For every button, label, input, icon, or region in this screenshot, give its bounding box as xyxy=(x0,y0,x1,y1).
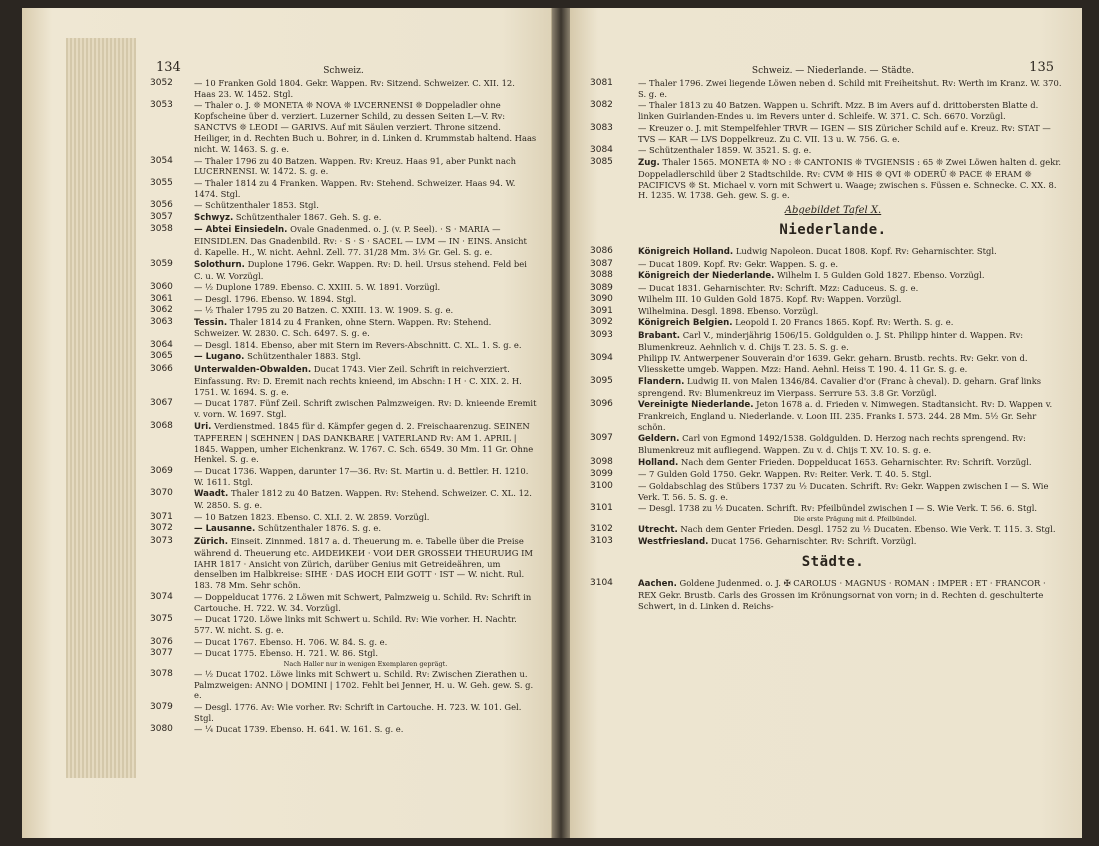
entry-number: 3055 xyxy=(150,177,173,188)
catalog-entry xyxy=(590,294,1066,305)
catalog-entry xyxy=(590,258,1066,270)
entry-number: 3095 xyxy=(590,375,613,386)
entry-heading: Königreich Holland. xyxy=(638,247,734,258)
entry-number: 3080 xyxy=(150,724,173,735)
entry-text: Einseit. Zinnmed. 1817 a. d. Theuerung m. e. Tabelle über die Preise während d. Theuerung etc. AИDEИKEИ · VOИ DER GROSSEИ THEURUИG IM IAHR 1817 · Ansicht von Zürich, darüber Genius mit Getreideähren, um denselben im Halbkreise: SIHE · DAS ИOCH EIИ GOTT · IST — W. nicht. Rul. 183. 78 Mm. Sehr schön. xyxy=(194,535,533,591)
entry-text: — Desgl. 1776. Av: Wie vorher. Rv: Schrift in Cartouche. H. 723. W. 101. Gel. Stgl. xyxy=(194,701,522,723)
entry-number: 3088 xyxy=(590,270,613,281)
entry-heading: Westfriesland. xyxy=(638,537,709,548)
right-catalog-entries-staedte xyxy=(590,578,1066,612)
left-running-head: Schweiz. xyxy=(323,66,364,76)
catalog-entry xyxy=(150,592,537,614)
entry-heading: Königreich Belgien. xyxy=(638,318,733,329)
entry-text: — Doppelducat 1776. 2 Löwen mit Schwert, Palmzweig u. Schild. Rv: Schrift in Cartouche. H. 722. W. 34. Vorzügl. xyxy=(194,591,532,613)
entry-number: 3089 xyxy=(590,282,613,293)
entry-text: — Ducat 1736. Wappen, darunter 17—36. Rv: St. Martin u. d. Bettler. H. 1210. W. 1611. Stgl. xyxy=(194,465,529,487)
catalog-entry xyxy=(150,340,537,351)
entry-number: 3064 xyxy=(150,339,173,350)
section-heading-staedte: Städte. xyxy=(801,554,865,571)
entry-number: 3073 xyxy=(150,535,173,546)
entry-text: Ovale Gnadenmed. o. J. (v. P. Seel). · S · MARIA — EINSIDLEN. Das Gnadenbild. Rv: · S · S · SACEL — LVM — IN · EINS. Ansicht d. Kapelle. H., W. nicht. Aehnl. Zell. 77. 31/28 Mm. 3½ Gr. Gel. S. g. e. xyxy=(194,224,527,258)
entry-number: 3093 xyxy=(590,329,613,340)
entry-heading: Solothurn. xyxy=(194,259,245,270)
catalog-entry xyxy=(150,466,537,488)
entry-number: 3059 xyxy=(150,258,173,269)
entry-text: — Thaler 1796 zu 40 Batzen. Wappen. Rv: Kreuz. Haas 91, aber Punkt nach LUCERNENSI. W. 1472. S. g. e. xyxy=(194,155,517,177)
entry-number: 3092 xyxy=(590,317,613,328)
entry-number: 3102 xyxy=(590,523,613,534)
entry-heading: Brabant. xyxy=(638,330,681,341)
catalog-entry xyxy=(150,78,537,100)
catalog-entry xyxy=(150,156,537,178)
catalog-entry xyxy=(590,145,1066,156)
entry-heading: Waadt. xyxy=(194,489,229,500)
catalog-entry xyxy=(590,78,1066,100)
entry-number: 3056 xyxy=(150,200,173,211)
entry-heading: Zürich. xyxy=(194,536,229,547)
catalog-entry xyxy=(150,398,537,420)
entry-number: 3062 xyxy=(150,305,173,316)
catalog-entry xyxy=(590,433,1066,456)
entry-number: 3061 xyxy=(150,293,173,304)
entry-number: 3074 xyxy=(150,591,173,602)
entry-heading: Schwyz. xyxy=(194,212,234,223)
entry-text: Schützenthaler 1867. Geh. S. g. e. xyxy=(235,211,382,222)
entry-text: — Desgl. 1738 zu ½ Ducaten. Schrift. Rv: Pfeilbündel zwischen I — S. Wie Verk. T. 56. 6. Stgl. xyxy=(638,503,1038,514)
catalog-entry xyxy=(150,648,537,659)
entry-text: — ½ Thaler 1795 zu 20 Batzen. C. XXIII. 13. W. 1909. S. g. e. xyxy=(194,305,454,316)
entry-number: 3082 xyxy=(590,100,613,111)
catalog-footnote: Die erste Prägung mit d. Pfeilbündel. xyxy=(793,514,917,523)
entry-number: 3069 xyxy=(150,465,173,476)
entry-heading: Geldern. xyxy=(638,434,680,445)
entry-number: 3094 xyxy=(590,353,613,364)
catalog-entry xyxy=(590,536,1066,548)
left-page xyxy=(22,8,552,838)
catalog-entry xyxy=(590,578,1066,612)
catalog-entry xyxy=(150,212,537,224)
entry-text: Verdienstmed. 1845 für d. Kämpfer gegen d. 2. Freischaarenzug. SEINEN TAPFEREN | SŒHNEN | DAS DANKBARE | VATERLAND Rv: AM 1. APRIL | 1845. Wappen, umher Eichenkranz. W. 1767. C. Sch. 6549. 30 Mm. 11 Gr. Ohne Henkel. S. g. e. xyxy=(194,420,534,465)
entry-text: — ¼ Ducat 1739. Ebenso. H. 641. W. 161. S. g. e. xyxy=(194,724,404,735)
catalog-entry xyxy=(590,246,1066,258)
entry-number: 3075 xyxy=(150,614,173,625)
entry-number: 3097 xyxy=(590,433,613,444)
entry-text: — Ducat 1720. Löwe links mit Schwert u. Schild. Rv: Wie vorher. H. Nachtr. 577. W. nicht. S. g. e. xyxy=(194,614,517,636)
entry-heading: Vereinigte Niederlande. xyxy=(638,400,754,411)
entry-heading: Utrecht. xyxy=(638,524,678,535)
entry-number: 3104 xyxy=(590,578,613,589)
catalog-entry xyxy=(150,317,537,340)
entry-number: 3084 xyxy=(590,145,613,156)
catalog-entry xyxy=(590,122,1066,145)
catalog-entry xyxy=(590,456,1066,469)
entry-text: — ½ Duplone 1789. Ebenso. C. XXIII. 5. W. 1891. Vorzügl. xyxy=(194,282,441,293)
section-heading-niederlande: Niederlande. xyxy=(779,222,887,239)
catalog-entry xyxy=(590,282,1066,294)
entry-heading: Königreich der Niederlande. xyxy=(638,271,775,282)
entry-text: — Thaler 1813 zu 40 Batzen. Wappen u. Schrift. Mzz. B im Avers auf d. drittobersten Blatte d. linken Guirlanden-Endes u. im Revers unter d. Schleife. W. 371. C. Sch. 6670. Vorzügl. xyxy=(638,100,1039,122)
entry-text: Jeton 1678 a. d. Frieden v. Nimwegen. Stadtansicht. Rv: D. Wappen v. Frankreich, England u. Niederlande. v. Loon III. 235. Franks I. 573. 244. 28 Mm. 5½ Gr. Sehr schön. xyxy=(638,399,1053,432)
catalog-entry xyxy=(590,329,1066,353)
entry-text: Leopold I. 20 Francs 1865. Kopf. Rv: Werth. S. g. e. xyxy=(735,317,954,328)
entry-text: — Ducat 1809. Kopf. Rv: Gekr. Wappen. S. g. e. xyxy=(638,258,839,269)
entry-text: — Thaler 1814 zu 4 Franken. Wappen. Rv: Stehend. Schweizer. Haas 94. W. 1474. Stgl. xyxy=(194,177,516,199)
catalog-entry xyxy=(150,200,537,211)
entry-number: 3076 xyxy=(150,636,173,647)
entry-number: 3070 xyxy=(150,488,173,499)
entry-number: 3071 xyxy=(150,511,173,522)
entry-number: 3101 xyxy=(590,503,613,514)
entry-number: 3091 xyxy=(590,305,613,316)
entry-number: 3103 xyxy=(590,536,613,547)
catalog-entry xyxy=(150,224,537,258)
entry-number: 3072 xyxy=(150,523,173,534)
entry-heading: — Lugano. xyxy=(194,352,245,363)
catalog-entry xyxy=(590,353,1066,375)
entry-text: — Ducat 1775. Ebenso. H. 721. W. 86. Stgl. xyxy=(194,648,379,659)
catalog-entry xyxy=(150,351,537,363)
book-gutter xyxy=(552,8,570,838)
right-catalog-entries-niederlande xyxy=(590,246,1066,548)
entry-number: 3079 xyxy=(150,701,173,712)
entry-text: Schützenthaler 1876. S. g. e. xyxy=(257,523,382,534)
right-page xyxy=(570,8,1082,838)
entry-heading: Flandern. xyxy=(638,376,685,387)
entry-number: 3090 xyxy=(590,294,613,305)
entry-number: 3057 xyxy=(150,211,173,222)
entry-heading: Holland. xyxy=(638,457,679,468)
catalog-entry xyxy=(590,523,1066,536)
entry-number: 3066 xyxy=(150,363,173,374)
entry-text: — Kreuzer o. J. mit Stempelfehler TRVR — IGEN — SIS Züricher Schild auf e. Kreuz. Rv: STAT — TVS — KAR — LVS Doppelkreuz. Zu C. VII. 13 u. W. 756. G. e. xyxy=(638,122,1051,144)
entry-number: 3065 xyxy=(150,351,173,362)
entry-heading: — Lausanne. xyxy=(194,524,256,535)
catalog-entry xyxy=(590,305,1066,317)
entry-heading: Aachen. xyxy=(638,579,677,590)
entry-text: Goldene Judenmed. o. J. ✠ CAROLUS · MAGNUS · ROMAN : IMPER : ET · FRANCOR · REX Gekr. Brustb. Carls des Grossen im Krönungsornat von vorn; in d. Rechten d. geschulterte Schwert, in d. Linken d. Reichs- xyxy=(638,578,1046,611)
entry-number: 3086 xyxy=(590,246,613,257)
catalog-entry xyxy=(150,536,537,592)
entry-number: 3077 xyxy=(150,648,173,659)
entry-text: Nach dem Genter Frieden. Desgl. 1752 zu ½ Ducaten. Ebenso. Wie Verk. T. 115. 3. Stgl. xyxy=(680,523,1056,534)
entry-number: 3067 xyxy=(150,398,173,409)
page-edge-stack xyxy=(66,38,136,778)
entry-text: Wilhelm III. 10 Gulden Gold 1875. Kopf. Rv: Wappen. Vorzügl. xyxy=(638,294,902,305)
entry-heading: Zug. xyxy=(638,157,660,168)
catalog-entry xyxy=(590,503,1066,514)
catalog-entry xyxy=(150,523,537,535)
catalog-entry xyxy=(150,637,537,648)
entry-heading: Uri. xyxy=(194,421,212,432)
entry-text: Nach dem Genter Frieden. Doppelducat 1653. Geharnischter. Rv: Schrift. Vorzügl. xyxy=(681,456,1032,467)
entry-number: 3053 xyxy=(150,100,173,111)
entry-text: Thaler 1565. MONETA ❊ NO : ❊ CANTONIS ❊ TVGIENSIS : 65 ❊ Zwei Löwen halten d. gekr. Doppeladlerschild über 2 Stadtschilde. Rv: CVM ❊ HIS ❊ QVI ❊ ODERŪ ❊ PACE ❊ ERAM ❊ PACIFICVS ❊ St. Michael v. vorn mit Schwert u. Waage; zwischen s. Füssen e. Schnecke. C. XX. 8. H. 1235. W. 1738. Geh. gew. S. g. e. xyxy=(638,156,1062,201)
right-catalog-entries-schweiz xyxy=(590,78,1066,201)
entry-text: Ducat 1743. Vier Zeil. Schrift in reichverziert. Einfassung. Rv: D. Eremit nach rechts knieend, im Abschn: I H · C. XIX. 2. H. 1751. W. 1694. S. g. e. xyxy=(194,363,522,397)
catalog-entry xyxy=(590,100,1066,122)
entry-text: Philipp IV. Antwerpener Souverain d'or 1639. Gekr. geharn. Brustb. rechts. Rv: Gekr. von d. Vliesskette umgeb. Wappen. Mzz: Hand. Aehnl. Heiss T. 190. 4. 11 Gr. S. g. e. xyxy=(638,353,1028,375)
entry-text: — Schützenthaler 1859. W. 3521. S. g. e. xyxy=(638,145,812,156)
entry-number: 3098 xyxy=(590,456,613,467)
catalog-footnote: Nach Haller nur in wenigen Exemplaren geprägt. xyxy=(283,659,448,668)
entry-text: — 7 Gulden Gold 1750. Gekr. Wappen. Rv: Reiter. Verk. T. 40. 5. Stgl. xyxy=(638,469,932,480)
entry-text: — Ducat 1767. Ebenso. H. 706. W. 84. S. g. e. xyxy=(194,636,388,647)
entry-text: — Goldabschlag des Stübers 1737 zu ½ Ducaten. Schrift. Rv: Gekr. Wappen zwischen I — S. Wie Verk. T. 56. 5. S. g. e. xyxy=(638,480,1049,502)
right-page-number: 135 xyxy=(1029,60,1054,75)
entry-number: 3081 xyxy=(590,78,613,88)
entry-number: 3058 xyxy=(150,224,173,235)
entry-number: 3068 xyxy=(150,420,173,431)
entry-number: 3085 xyxy=(590,156,613,167)
entry-number: 3083 xyxy=(590,122,613,133)
entry-heading: — Abtei Einsiedeln. xyxy=(194,225,288,236)
catalog-entry xyxy=(150,178,537,200)
catalog-entry xyxy=(590,270,1066,282)
entry-number: 3063 xyxy=(150,316,173,327)
catalog-entry xyxy=(150,305,537,316)
catalog-entry xyxy=(590,480,1066,503)
catalog-entry xyxy=(590,156,1066,202)
entry-heading: Tessin. xyxy=(194,317,228,328)
entry-text: Wilhelm I. 5 Gulden Gold 1827. Ebenso. Vorzügl. xyxy=(777,270,985,281)
catalog-entry xyxy=(150,614,537,636)
entry-number: 3078 xyxy=(150,668,173,679)
catalog-entry xyxy=(150,100,537,155)
entry-text: — Thaler o. J. ❊ MONETA ❊ NOVA ❊ LVCERNENSI ❊ Doppeladler ohne Kopfscheine über d. verziert. Luzerner Schild, zu dessen Seiten L—V. Rv: SANCTVS ❊ LEODI — GARIVS. Auf mit Säulen verziert. Throne sitzend. Heiliger, in d. Rechten Buch u. Bohrer, in d. Linken d. Krummstab haltend. Haas nicht. W. 1463. S. g. e. xyxy=(194,100,537,155)
entry-number: 3054 xyxy=(150,155,173,166)
entry-number: 3052 xyxy=(150,78,173,88)
entry-text: — Desgl. 1796. Ebenso. W. 1894. Stgl. xyxy=(194,293,357,304)
right-page-header xyxy=(600,60,1066,78)
left-page-header xyxy=(150,60,537,78)
catalog-entry xyxy=(150,702,537,724)
catalog-entry xyxy=(150,259,537,282)
entry-number: 3099 xyxy=(590,469,613,480)
entry-text: Thaler 1814 zu 4 Franken, ohne Stern. Wappen. Rv: Stehend. Schweizer. W. 2830. C. Sch. 6497. S. g. e. xyxy=(194,316,492,339)
catalog-entry xyxy=(150,512,537,523)
entry-text: Ludwig Napoleon. Ducat 1808. Kopf. Rv: Geharnischter. Stgl. xyxy=(735,246,997,257)
entry-text: Ducat 1756. Geharnischter. Rv: Schrift. Vorzügl. xyxy=(711,536,917,547)
catalog-entry xyxy=(150,488,537,511)
book-spread xyxy=(22,8,1082,838)
entry-text: — Schützenthaler 1853. Stgl. xyxy=(194,200,319,211)
entry-text: Wilhelmina. Desgl. 1898. Ebenso. Vorzügl. xyxy=(638,305,819,316)
entry-text: — Ducat 1787. Fünf Zeil. Schrift zwischen Palmzweigen. Rv: D. knieende Eremit v. vorn. W. 1697. Stgl. xyxy=(194,398,537,420)
entry-number: 3087 xyxy=(590,258,613,269)
entry-text: Duplone 1796. Gekr. Wappen. Rv: D. heil. Ursus stehend. Feld bei C. u. W. Vorzügl. xyxy=(194,258,527,281)
entry-text: Schützenthaler 1883. Stgl. xyxy=(247,351,361,362)
catalog-entry xyxy=(150,724,537,735)
right-running-head: Schweiz. — Niederlande. — Städte. xyxy=(751,66,915,76)
catalog-entry xyxy=(590,375,1066,399)
entry-text: — Desgl. 1814. Ebenso, aber mit Stern im Revers-Abschnitt. C. XL. 1. S. g. e. xyxy=(194,339,522,350)
plate-caption: Abgebildet Tafel X. xyxy=(784,205,882,217)
entry-number: 3100 xyxy=(590,480,613,491)
entry-text: — ½ Ducat 1702. Löwe links mit Schwert u. Schild. Rv: Zwischen Zierathen u. Palmzweigen: ANNO | DOMINI | 1702. Fehlt bei Jenner, H. u. W. Geh. gew. S. g. e. xyxy=(194,668,534,701)
entry-text: Thaler 1812 zu 40 Batzen. Wappen. Rv: Stehend. Schweizer. C. XL. 12. W. 2850. S. g. e. xyxy=(194,488,532,511)
catalog-entry xyxy=(590,399,1066,433)
left-catalog-entries xyxy=(150,78,537,735)
left-page-number: 134 xyxy=(156,60,181,75)
entry-text: Ludwig II. von Malen 1346/84. Cavalier d'or (Franc à cheval). D. geharn. Graf links sprengend. Rv: Blumenkreuz im Vierpass. Serrure 53. 3.8 Gr. Vorzügl. xyxy=(638,375,1042,398)
catalog-entry xyxy=(150,294,537,305)
catalog-entry xyxy=(590,317,1066,329)
catalog-entry xyxy=(150,282,537,293)
entry-number: 3060 xyxy=(150,282,173,293)
entry-text: — 10 Franken Gold 1804. Gekr. Wappen. Rv: Sitzend. Schweizer. C. XII. 12. Haas 23. W. 1452. Stgl. xyxy=(194,78,515,99)
entry-text: Carl von Egmond 1492/1538. Goldgulden. D. Herzog nach rechts sprengend. Rv: Blumenkreuz mit aufliegend. Wappen. Zu v. d. Chijs T. XV. 10. S. g. e. xyxy=(638,433,1026,456)
entry-text: — Ducat 1831. Geharnischter. Rv: Schrift. Mzz: Caduceus. S. g. e. xyxy=(638,282,919,293)
entry-text: Carl V., minderjährig 1506/15. Goldgulden o. J. St. Philipp hinter d. Wappen. Rv: Blumenkreuz. Aehnlich v. d. Chijs T. 23. 5. S. g. e. xyxy=(638,329,1024,352)
catalog-entry xyxy=(150,669,537,702)
entry-text: — 10 Batzen 1823. Ebenso. C. XLI. 2. W. 2859. Vorzügl. xyxy=(194,511,430,522)
catalog-entry xyxy=(150,364,537,398)
catalog-entry xyxy=(150,421,537,466)
entry-text: — Thaler 1796. Zwei liegende Löwen neben d. Schild mit Freiheitshut. Rv: Werth im Kranz. W. 370. S. g. e. xyxy=(638,78,1062,99)
catalog-entry xyxy=(590,469,1066,480)
entry-heading: Unterwalden-Obwalden. xyxy=(194,364,312,375)
entry-number: 3096 xyxy=(590,399,613,410)
